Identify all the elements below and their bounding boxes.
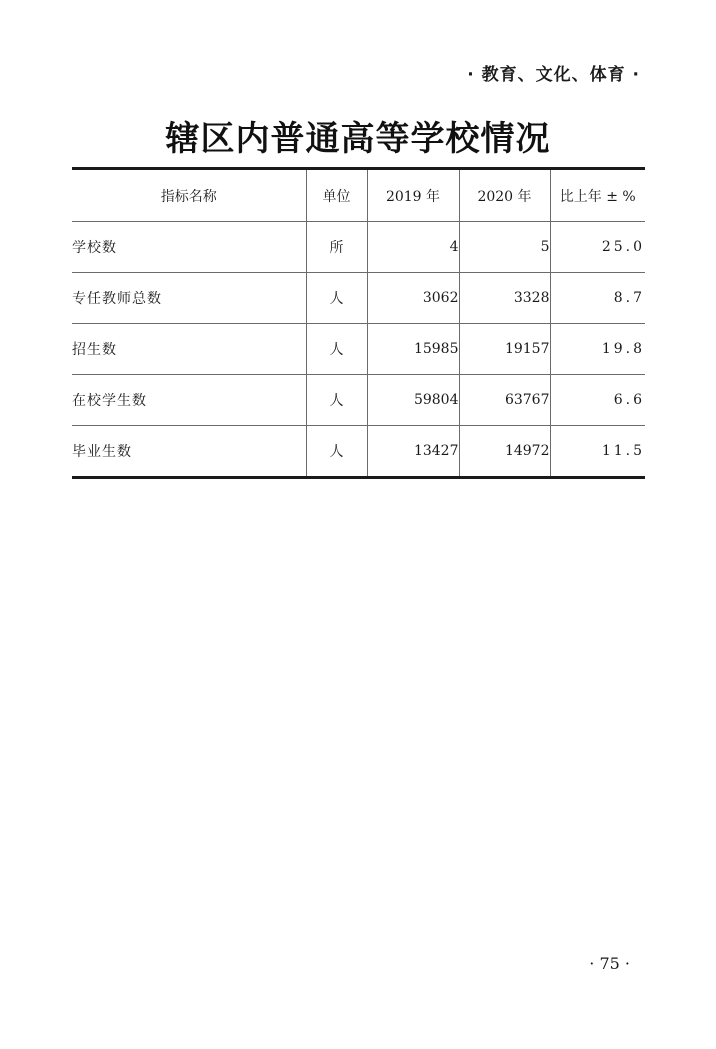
indicator-name: 学校数: [72, 222, 306, 273]
table-row: [72, 375, 645, 426]
column-header-unit: 单位: [306, 169, 367, 222]
value-2020: 14972: [459, 426, 550, 478]
change-percent: 19.8: [550, 324, 645, 375]
change-percent: 8.7: [550, 273, 645, 324]
unit-cell: 人: [306, 426, 367, 478]
table-row: [72, 273, 645, 324]
value-2020: 19157: [459, 324, 550, 375]
indicator-name: 专任教师总数: [72, 273, 306, 324]
unit-cell: 所: [306, 222, 367, 273]
value-2019: 4: [367, 222, 459, 273]
table-row: [72, 426, 645, 478]
table-header-row: [72, 169, 645, 222]
column-header-change: 比上年 ± %: [550, 169, 645, 222]
statistics-table: [72, 167, 645, 479]
column-header-2019: 2019 年: [367, 169, 459, 222]
indicator-name: 毕业生数: [72, 444, 132, 460]
page-title: 辖区内普通高等学校情况: [165, 119, 551, 159]
unit-cell: 人: [306, 375, 367, 426]
indicator-name: 在校学生数: [72, 375, 306, 426]
change-percent: 6.6: [550, 375, 645, 426]
value-2019: 59804: [367, 375, 459, 426]
value-2019: 3062: [367, 273, 459, 324]
table-row: [72, 324, 645, 375]
value-2020: 5: [459, 222, 550, 273]
value-2019: 15985: [367, 324, 459, 375]
value-2019: 13427: [367, 426, 459, 478]
page-number: · 75 ·: [589, 954, 630, 973]
value-2020: 3328: [459, 273, 550, 324]
table-row: [72, 222, 645, 273]
column-header-2020: 2020 年: [459, 169, 550, 222]
section-header: · 教育、文化、体育 ·: [467, 65, 640, 85]
change-percent: 25.0: [550, 222, 645, 273]
value-2020: 63767: [459, 375, 550, 426]
change-percent: 11.5: [550, 426, 645, 478]
indicator-name: 招生数: [72, 324, 306, 375]
column-header-indicator: 指标名称: [72, 169, 306, 222]
unit-cell: 人: [306, 273, 367, 324]
unit-cell: 人: [306, 324, 367, 375]
